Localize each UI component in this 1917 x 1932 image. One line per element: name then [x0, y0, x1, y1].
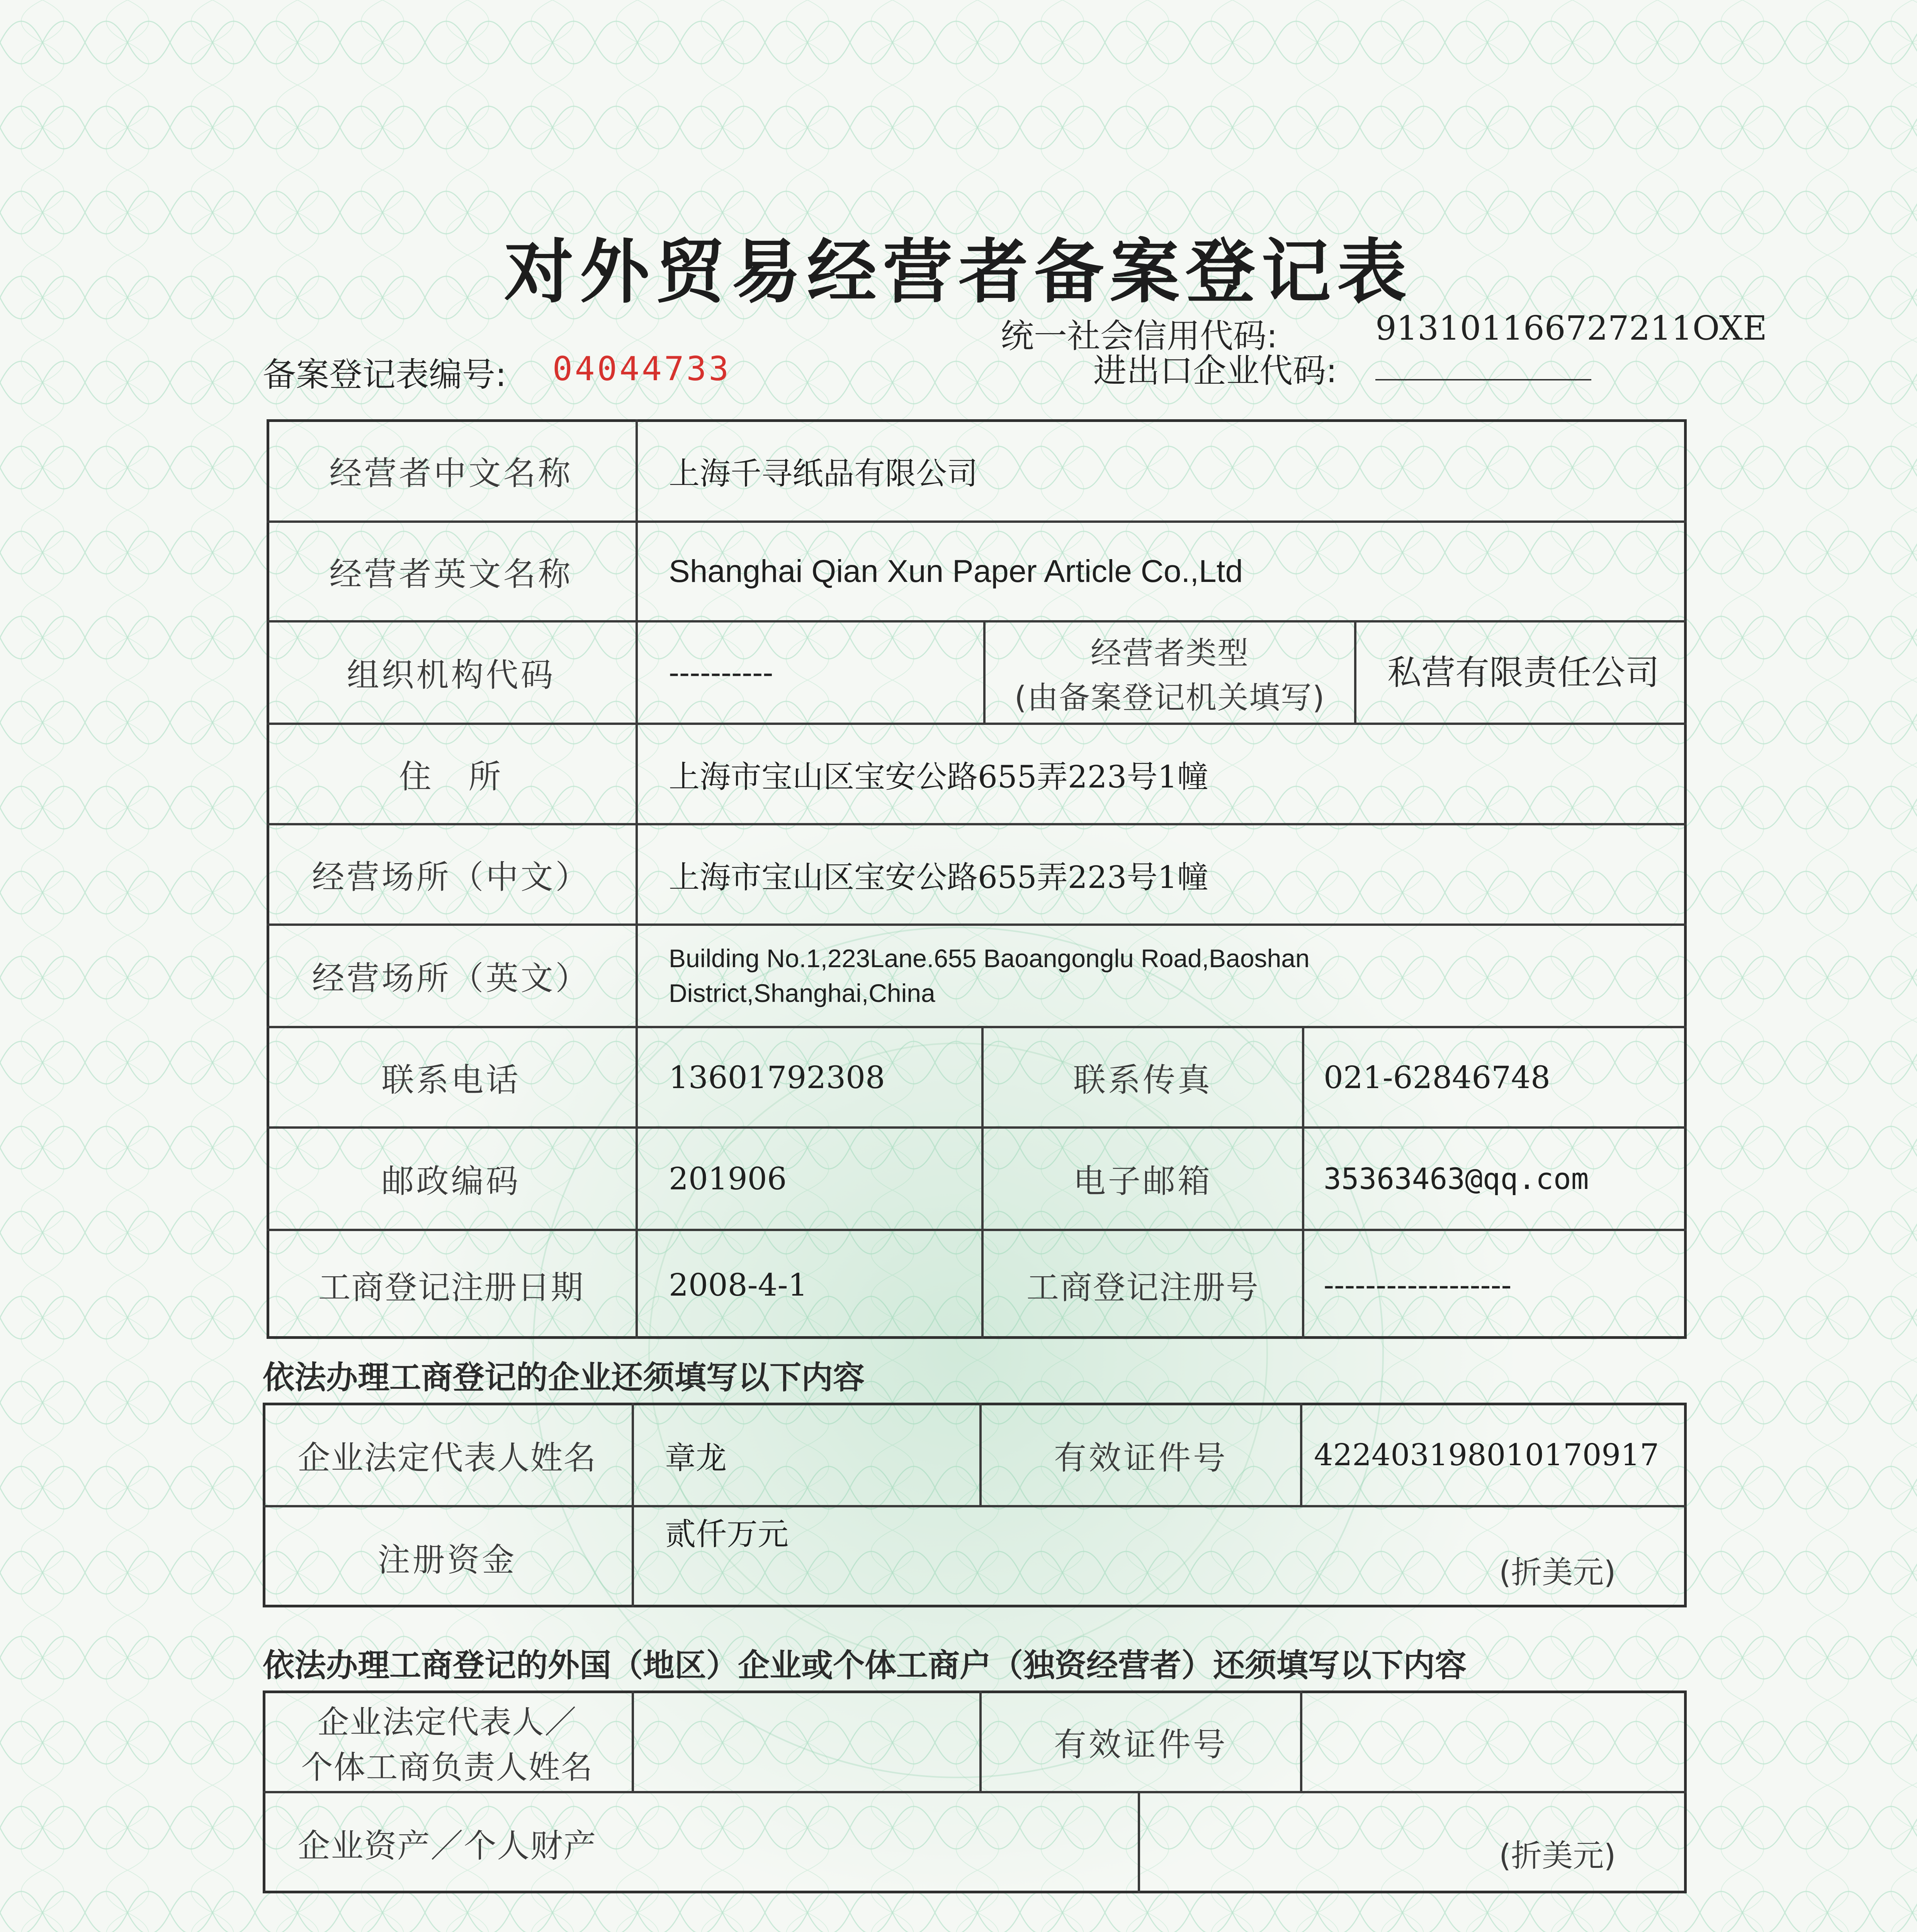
fax-value: 021-62846748: [1324, 1059, 1550, 1095]
place-cn-value: 上海市宝山区宝安公路655弄223号1幢: [669, 859, 1208, 895]
ie-code-label: 进出口企业代码:: [1093, 352, 1337, 390]
ie-code-value: _____________: [1375, 342, 1591, 381]
en-name-value: Shanghai Qian Xun Paper Article Co.,Ltd: [669, 554, 1243, 589]
place-en-line1: Building No.1,223Lane.655 Baoangonglu Road,Baoshan: [669, 944, 1310, 973]
capital-label: 注册资金: [377, 1541, 517, 1579]
foreign-id-label: 有效证件号: [1054, 1726, 1228, 1764]
assets-unit: (折美元): [1499, 1838, 1616, 1874]
column-divider: [1138, 1791, 1140, 1893]
foreign-rep-label-line1: 企业法定代表人／: [317, 1704, 577, 1741]
email-label: 电子邮箱: [1073, 1162, 1212, 1200]
place-en-label: 经营场所（英文）: [312, 959, 590, 997]
address-value: 上海市宝山区宝安公路655弄223号1幢: [669, 759, 1208, 795]
email-value: 35363463@qq.com: [1324, 1162, 1589, 1196]
column-divider: [632, 1690, 634, 1791]
foreign-rep-label: [263, 1693, 632, 1791]
address-label: 住 所: [399, 757, 503, 796]
section1-heading: 依法办理工商登记的企业还须填写以下内容: [263, 1359, 865, 1396]
reg-no-label: 工商登记注册号: [1026, 1269, 1259, 1306]
postcode-label: 邮政编码: [381, 1162, 521, 1200]
en-name-label: 经营者英文名称: [329, 555, 573, 593]
serial-number-label: 备案登记表编号:: [263, 355, 506, 394]
credit-code-label: 统一社会信用代码:: [1001, 317, 1278, 355]
place-cn-label: 经营场所（中文）: [312, 858, 590, 896]
org-code-value: ----------: [669, 655, 773, 690]
column-divider: [1300, 1690, 1302, 1791]
place-en-line2: District,Shanghai,China: [669, 978, 935, 1007]
phone-value: 13601792308: [669, 1059, 885, 1095]
id-number-label: 有效证件号: [1054, 1439, 1228, 1477]
place-en-value: [638, 926, 1687, 1026]
operator-type-label-line1: 经营者类型: [1091, 635, 1249, 671]
serial-number-value: 04044733: [552, 350, 731, 388]
cn-name-value: 上海千寻纸品有限公司: [669, 456, 978, 492]
section2-heading: 依法办理工商登记的外国（地区）企业或个体工商户（独资经营者）还须填写以下内容: [263, 1647, 1467, 1684]
id-number-value: 422403198010170917: [1314, 1438, 1659, 1473]
legal-rep-label: 企业法定代表人姓名: [297, 1439, 597, 1477]
capital-value: 贰仟万元: [665, 1516, 789, 1552]
operator-type-value: 私营有限责任公司: [1387, 652, 1660, 692]
foreign-rep-label-line2: 个体工商负责人姓名: [301, 1749, 593, 1786]
document-title: 对外贸易经营者备案登记表: [504, 232, 1413, 313]
operator-type-label: [986, 622, 1354, 723]
reg-date-value: 2008-4-1: [669, 1267, 808, 1303]
credit-code-value: 913101166727211OXE: [1375, 309, 1767, 348]
legal-rep-value: 章龙: [665, 1440, 727, 1476]
fax-label: 联系传真: [1073, 1061, 1212, 1099]
phone-label: 联系电话: [381, 1061, 521, 1099]
reg-date-label: 工商登记注册日期: [318, 1269, 584, 1306]
assets-label: 企业资产／个人财产: [297, 1827, 597, 1865]
postcode-value: 201906: [669, 1161, 787, 1197]
operator-type-label-line2: (由备案登记机关填写): [1014, 679, 1326, 716]
cn-name-label: 经营者中文名称: [329, 454, 573, 492]
capital-unit: (折美元): [1499, 1554, 1616, 1590]
reg-no-value: ------------------: [1324, 1267, 1512, 1303]
org-code-label: 组织机构代码: [347, 656, 556, 694]
